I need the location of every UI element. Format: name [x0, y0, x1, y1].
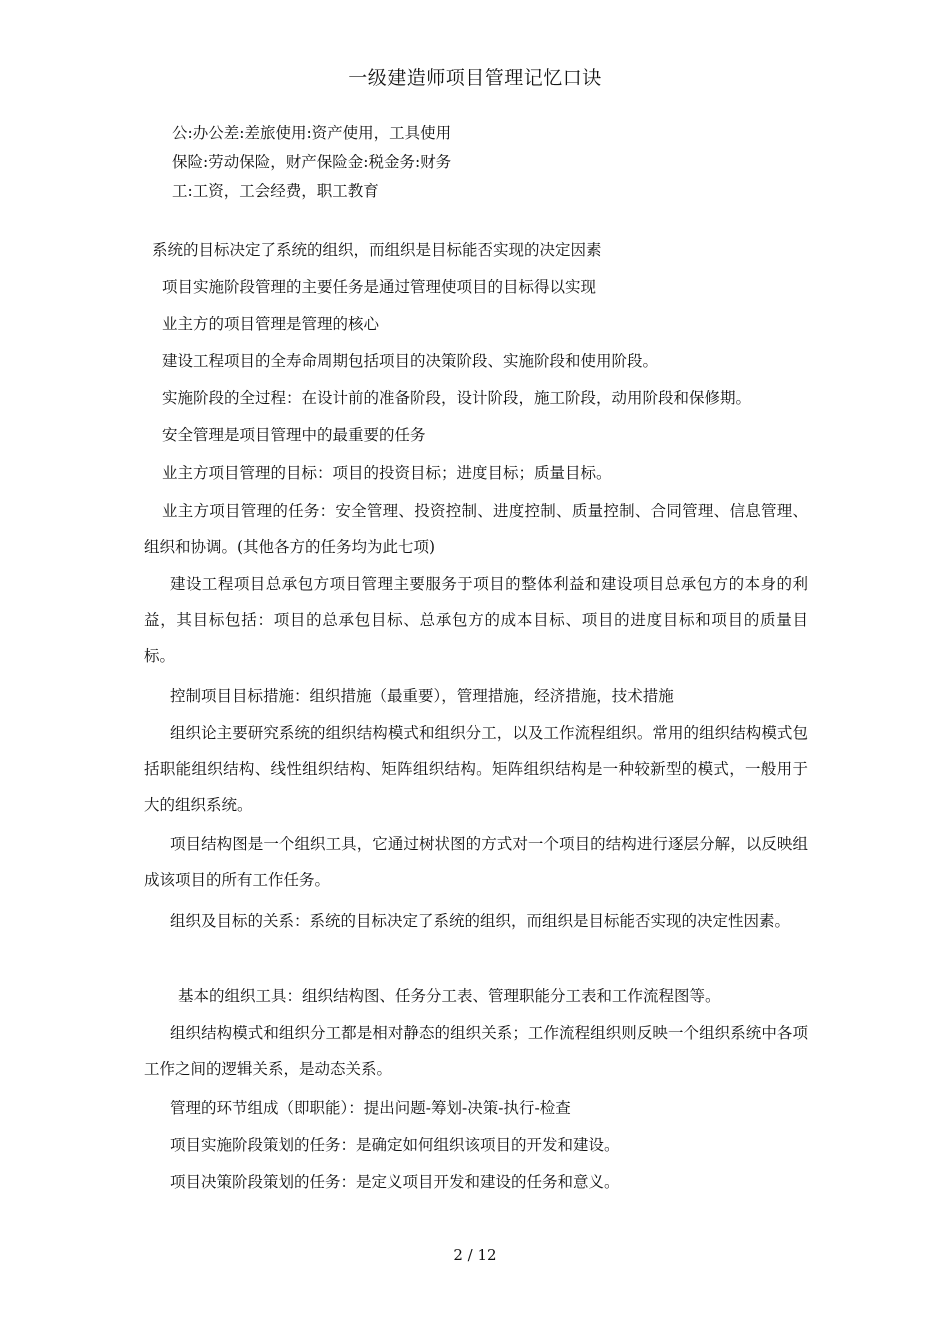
- paragraph-3: 业主方的项目管理是管理的核心: [162, 315, 380, 333]
- paragraph-10: 控制项目目标措施：组织措施（最重要），管理措施，经济措施，技术措施: [170, 687, 674, 705]
- paragraph-13: 组织及目标的关系：系统的目标决定了系统的组织，而组织是目标能否实现的决定性因素。: [170, 912, 791, 930]
- paragraph-17: 项目实施阶段策划的任务：是确定如何组织该项目的开发和建设。: [170, 1136, 620, 1154]
- paragraph-7: 业主方项目管理的目标：项目的投资目标；进度目标；质量目标。: [162, 464, 612, 482]
- paragraph-6: 安全管理是项目管理中的最重要的任务: [162, 426, 426, 444]
- paragraph-2: 项目实施阶段管理的主要任务是通过管理使项目的目标得以实现: [162, 278, 597, 296]
- memo-line-insurance: 保险:劳动保险，财产保险金:税金务:财务: [172, 153, 452, 171]
- memo-line-office: 公:办公差:差旅使用:资产使用，工具使用: [172, 124, 452, 142]
- paragraph-4: 建设工程项目的全寿命周期包括项目的决策阶段、实施阶段和使用阶段。: [162, 352, 659, 370]
- paragraph-18: 项目决策阶段策划的任务：是定义项目开发和建设的任务和意义。: [170, 1173, 620, 1191]
- page-number: 2 / 12: [453, 1246, 497, 1264]
- page-title: 一级建造师项目管理记忆口诀: [348, 67, 602, 89]
- paragraph-1: 系统的目标决定了系统的组织，而组织是目标能否实现的决定因素: [152, 241, 602, 259]
- paragraph-16: 管理的环节组成（即职能）：提出问题-筹划-决策-执行-检查: [170, 1099, 571, 1117]
- memo-line-wages: 工:工资，工会经费，职工教育: [172, 182, 379, 200]
- paragraph-11: 组织论主要研究系统的组织结构模式和组织分工，以及工作流程组织。常用的组织结构模式包括职能组织结构、线性组织结构、矩阵组织结构。矩阵组织结构是一种较新型的模式，一般用于大的组织系统。: [144, 724, 808, 814]
- paragraph-9: 建设工程项目总承包方项目管理主要服务于项目的整体利益和建设项目总承包方的本身的利益，其目标包括：项目的总承包目标、总承包方的成本目标、项目的进度目标和项目的质量目标。: [144, 575, 808, 665]
- paragraph-14: 基本的组织工具：组织结构图、任务分工表、管理职能分工表和工作流程图等。: [178, 987, 721, 1005]
- paragraph-15: 组织结构模式和组织分工都是相对静态的组织关系；工作流程组织则反映一个组织系统中各项工作之间的逻辑关系，是动态关系。: [144, 1024, 808, 1078]
- paragraph-5: 实施阶段的全过程：在设计前的准备阶段，设计阶段，施工阶段，动用阶段和保修期。: [162, 389, 752, 407]
- paragraph-8: 业主方项目管理的任务：安全管理、投资控制、进度控制、质量控制、合同管理、信息管理、组织和协调。(其他各方的任务均为此七项): [144, 502, 808, 556]
- paragraph-12: 项目结构图是一个组织工具，它通过树状图的方式对一个项目的结构进行逐层分解，以反映组成该项目的所有工作任务。: [144, 835, 808, 889]
